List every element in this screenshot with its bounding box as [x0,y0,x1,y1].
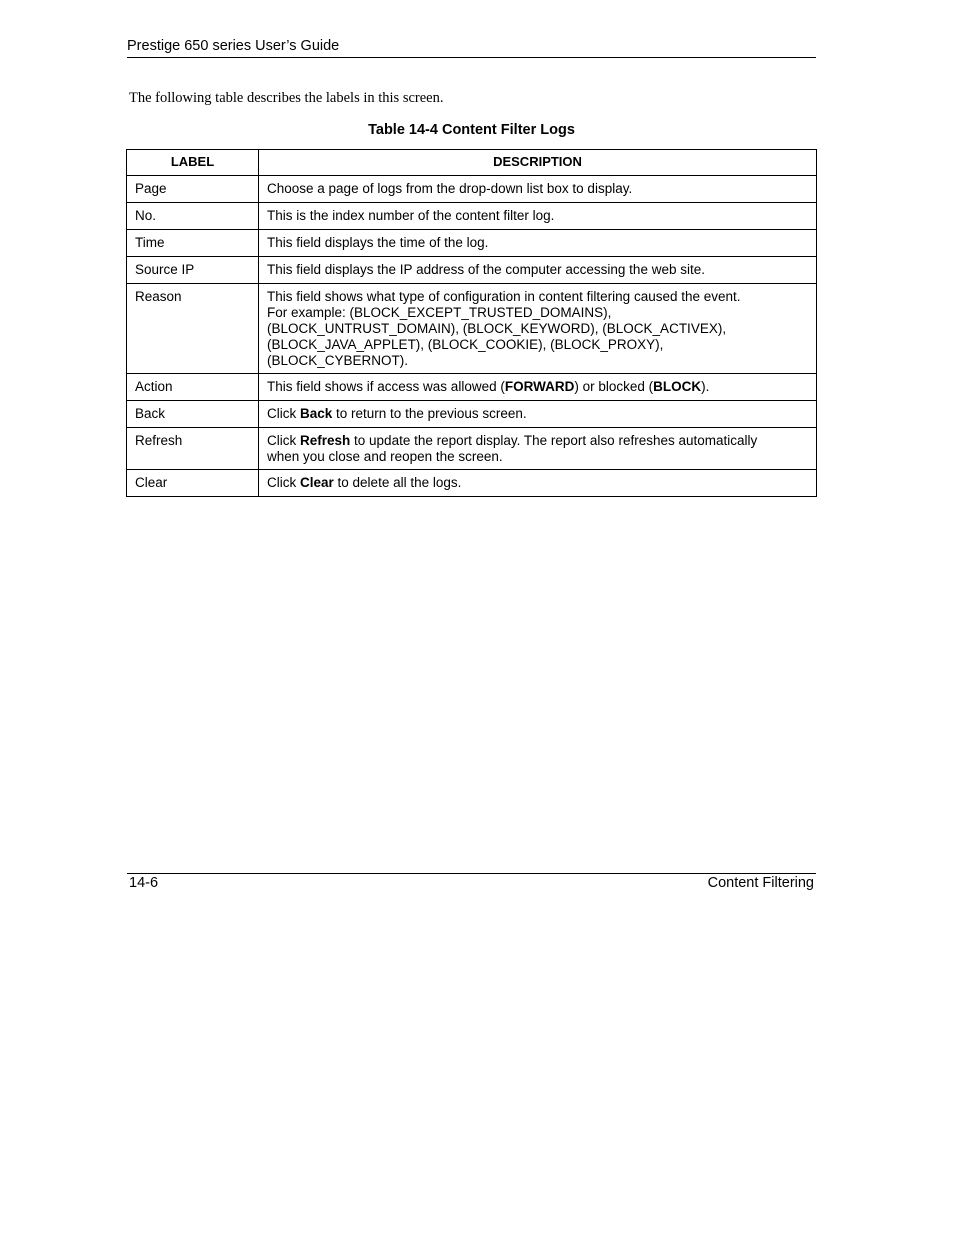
row-description [259,470,817,497]
table-row [127,401,817,428]
table-caption: Table 14-4 Content Filter Logs [368,122,575,138]
content-filter-logs-table [126,149,817,497]
description-line: when you close and reopen the screen. [267,449,503,464]
row-description [259,374,817,401]
description-text: to update the report display. The report also refreshes automatically [350,433,758,448]
description-bold-term: Refresh [300,433,351,448]
description-line [267,433,810,449]
description-text: Click [267,406,300,421]
table-row [127,428,817,470]
row-description: This field displays the IP address of the computer accessing the web site. [259,257,817,284]
table-row [127,470,817,497]
description-line: This field shows what type of configuration in content filtering caused the event. [267,289,741,304]
description-line: (BLOCK_UNTRUST_DOMAIN), (BLOCK_KEYWORD), (BLOCK_ACTIVEX), [267,321,727,336]
description-line: For example: (BLOCK_EXCEPT_TRUSTED_DOMAINS), [267,305,612,320]
row-description: Choose a page of logs from the drop-down list box to display. [259,176,817,203]
description-text: Click [267,433,300,448]
running-header: Prestige 650 series User’s Guide [127,38,340,54]
description-bold-term: BLOCK [653,379,702,394]
row-label: Reason [127,284,259,374]
page-number: 14-6 [129,875,159,891]
row-label: Page [127,176,259,203]
column-header-description: DESCRIPTION [259,150,817,176]
footer-rule [127,873,816,874]
table-row [127,374,817,401]
description-line: (BLOCK_JAVA_APPLET), (BLOCK_COOKIE), (BLOCK_PROXY), [267,337,664,352]
description-text: to return to the previous screen. [332,406,527,421]
row-description: This is the index number of the content filter log. [259,203,817,230]
description-bold-term: FORWARD [504,379,575,394]
row-label: Back [127,401,259,428]
table-header-row [127,150,817,176]
row-description: This field displays the time of the log. [259,230,817,257]
description-bold-term: Back [300,406,333,421]
table-row [127,230,817,257]
description-text: ) or blocked ( [574,379,654,394]
table-row [127,176,817,203]
table-row [127,203,817,230]
header-rule [127,57,816,58]
row-description [259,428,817,470]
row-label: Time [127,230,259,257]
row-description [259,284,817,374]
description-text: Click [267,475,300,490]
description-text: ). [701,379,710,394]
table-row [127,284,817,374]
description-bold-term: Clear [300,475,334,490]
description-text: to delete all the logs. [333,475,462,490]
column-header-label: LABEL [127,150,259,176]
row-label: Action [127,374,259,401]
table-row [127,257,817,284]
row-label: Clear [127,470,259,497]
footer-section-title: Content Filtering [707,875,814,891]
row-label: No. [127,203,259,230]
row-description [259,401,817,428]
description-text: This field shows if access was allowed ( [267,379,505,394]
description-line: (BLOCK_CYBERNOT). [267,353,409,368]
row-label: Source IP [127,257,259,284]
intro-paragraph: The following table describes the labels in this screen. [129,90,444,106]
row-label: Refresh [127,428,259,470]
